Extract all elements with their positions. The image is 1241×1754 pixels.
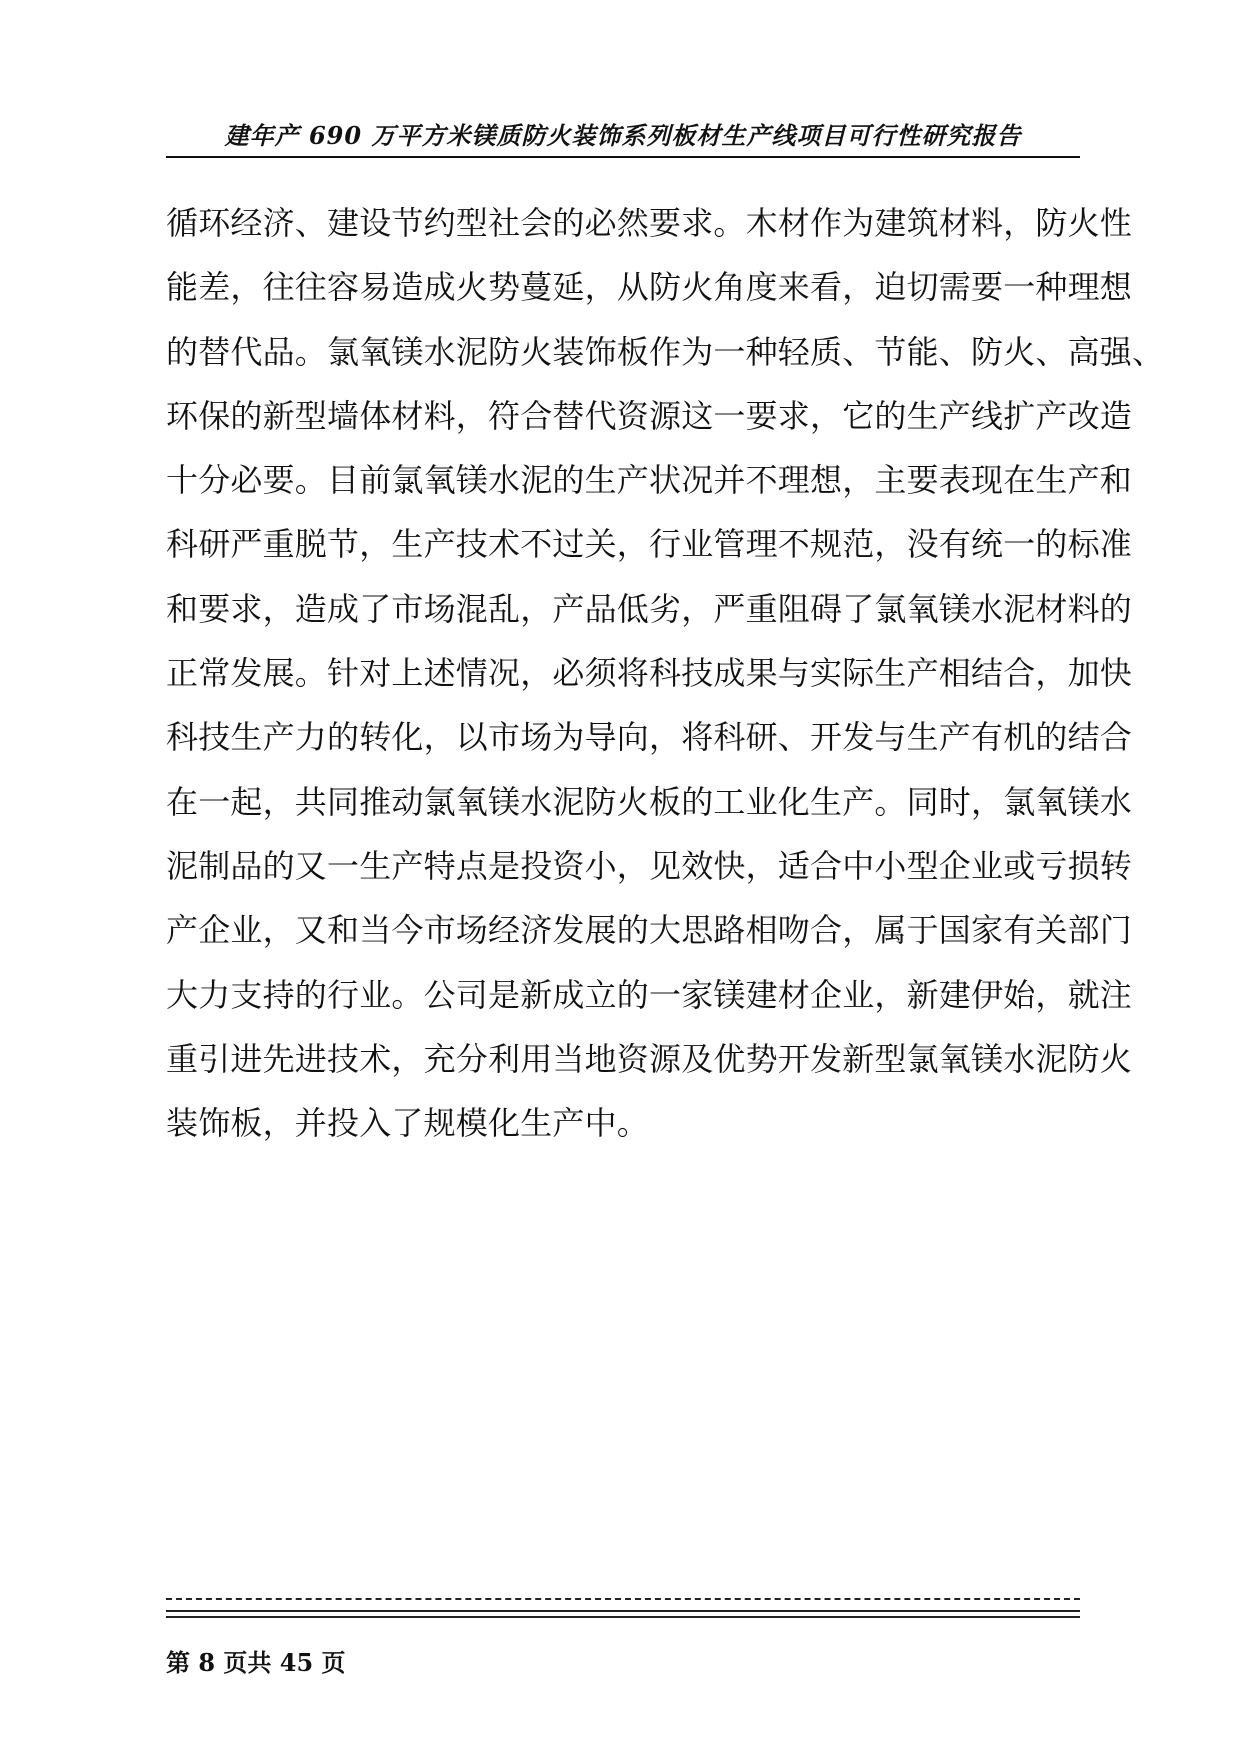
footer-separator	[166, 1598, 1080, 1624]
text-line: 正常发展。针对上述情况，必须将科技成果与实际生产相结合，加快	[166, 654, 1133, 693]
text-line: 科技生产力的转化，以市场为导向，将科研、开发与生产有机的结合	[166, 718, 1133, 757]
text-line: 在一起，共同推动氯氧镁水泥防火板的工业化生产。同时，氯氧镁水	[166, 782, 1133, 821]
text-line: 的替代品。氯氧镁水泥防火装饰板作为一种轻质、节能、防火、高强、	[166, 332, 1165, 371]
page-number: 第 8 页共 45 页	[166, 1648, 346, 1677]
body-paragraph	[166, 196, 1165, 1160]
text-line: 循环经济、建设节约型社会的必然要求。木材作为建筑材料，防火性	[166, 204, 1133, 242]
double-rule-top	[166, 1610, 1080, 1612]
text-line: 环保的新型墙体材料，符合替代资源这一要求，它的生产线扩产改造	[166, 396, 1133, 435]
text-line: 大力支持的行业。公司是新成立的一家镁建材企业，新建伊始，就注	[166, 975, 1133, 1014]
text-line: 能差，往往容易造成火势蔓延，从防火角度来看，迫切需要一种理想	[166, 268, 1133, 307]
text-line: 装饰板，并投入了规模化生产中。	[166, 1104, 650, 1143]
text-line: 泥制品的又一生产特点是投资小，见效快，适合中小型企业或亏损转	[166, 846, 1133, 885]
text-line: 和要求，造成了市场混乱，产品低劣，严重阻碍了氯氧镁水泥材料的	[166, 589, 1133, 628]
text-line: 十分必要。目前氯氧镁水泥的生产状况并不理想，主要表现在生产和	[166, 461, 1133, 500]
text-line: 科研严重脱节，生产技术不过关，行业管理不规范，没有统一的标准	[166, 525, 1133, 564]
dashed-rule	[166, 1598, 1080, 1600]
text-line: 重引进先进技术，充分利用当地资源及优势开发新型氯氧镁水泥防火	[166, 1039, 1133, 1078]
double-rule-bottom	[166, 1616, 1080, 1618]
report-title: 建年产 690 万平方米镁质防火装饰系列板材生产线项目可行性研究报告	[224, 121, 1022, 150]
page-header	[166, 116, 1080, 158]
text-line: 产企业，又和当今市场经济发展的大思路相吻合，属于国家有关部门	[166, 911, 1133, 950]
